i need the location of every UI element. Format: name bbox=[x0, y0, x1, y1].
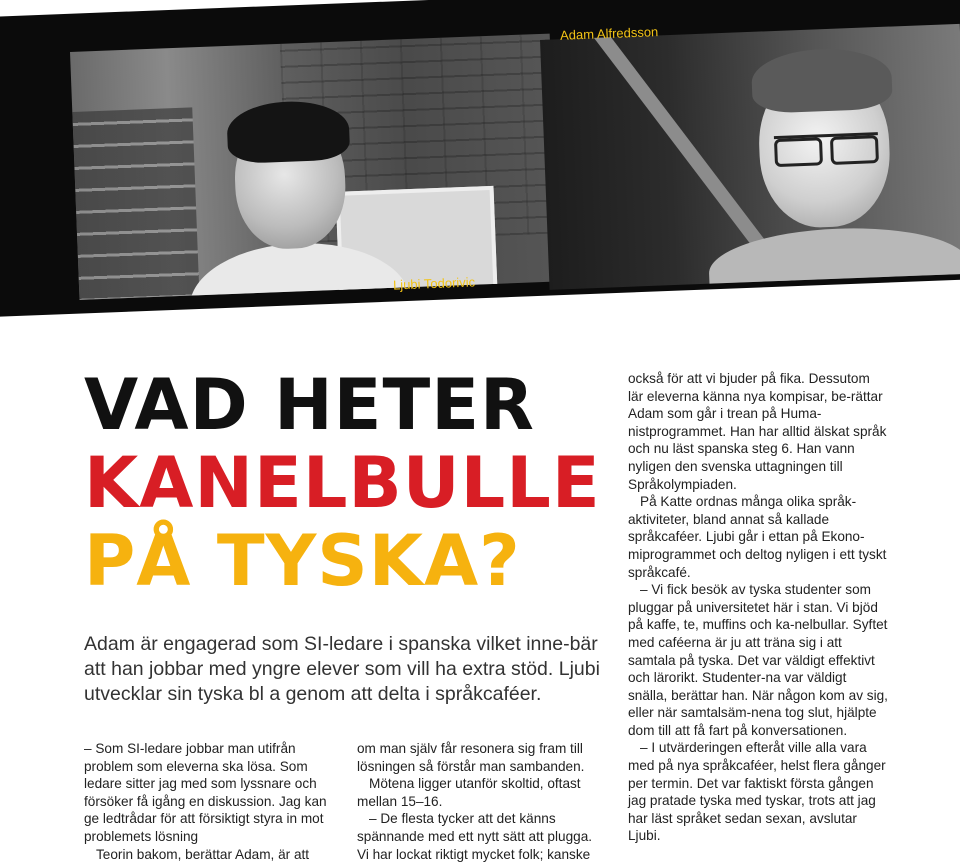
column1-paragraph-2: Teorin bakom, berättar Adam, är att bbox=[96, 846, 310, 862]
column1-paragraph-1: – Som SI-ledare jobbar man utifrån problem som eleverna ska lösa. Som ledare sitter jag med som lyssnare och försöker få igång en diskussion. Jag kan ge ledtrådar för att försiktigt styra in mot problemets lösning bbox=[84, 741, 327, 844]
adam-portrait bbox=[700, 35, 949, 284]
body-column-2 bbox=[357, 740, 607, 863]
ljubi-portrait bbox=[162, 89, 410, 298]
adam-hair bbox=[751, 47, 893, 114]
glasses-icon bbox=[774, 132, 879, 165]
body-column-1 bbox=[84, 740, 334, 863]
column2-paragraph-2: Mötena ligger utanför skoltid, oftast mellan 15–16. bbox=[357, 776, 581, 809]
column2-paragraph-1: om man själv får resonera sig fram till lösningen så förstår man sambanden. bbox=[357, 741, 585, 774]
lead-paragraph: Adam är engagerad som SI-ledare i spanska vilket inne-bär att han jobbar med yngre elever som vill ha extra stöd. Ljubi utvecklar sin tyska bl a genom att delta i språkcaféer. bbox=[84, 633, 600, 705]
headline-line-1: VAD HETER bbox=[84, 364, 535, 446]
column2-paragraph-3: – De flesta tycker att det känns spännande med ett nytt sätt att plugga. Vi har lockat riktigt mycket folk; kanske bbox=[357, 811, 593, 862]
photo-caption-adam: Adam Alfredsson bbox=[559, 24, 659, 43]
photo-caption-ljubi: Ljubi Todorivic bbox=[392, 274, 476, 293]
headline bbox=[84, 366, 601, 600]
photo-adam bbox=[540, 24, 960, 290]
column3-paragraph-4: – I utvärderingen efteråt ville alla vara med på nya språkcaféer, helst flera gånger per termin. Det var faktiskt första gången jag pratade tyska med tyskar, trots att jag har läst språket sedan sexan, avslutar Ljubi. bbox=[628, 740, 886, 844]
ljubi-hair bbox=[226, 99, 350, 164]
column3-paragraph-3: – Vi fick besök av tyska studenter som pluggar på universitetet här i stan. Vi bjöd på kaffe, te, muffins och ka-nelbullar. Syftet med caféerna är ju att träna sig i att samtala på tyska. Det var väldigt effektivt och lärorikt. Studenter-na var väldigt snälla, berättar han. När någon kom av sig, eller när samtalsäm-nena tog slut, hjälpte dom till att få fart på konversationen. bbox=[628, 582, 888, 738]
headline-line-3: PÅ TYSKA? bbox=[84, 520, 521, 602]
photo-ljubi bbox=[70, 34, 559, 300]
column3-paragraph-1: också för att vi bjuder på fika. Dessutom lär eleverna känna nya kompisar, be-rättar Adam som går i trean på Huma-nistprogrammet. Han har alltid älskat språk och nu läst spanska steg 6. Han vann nyligen den svenska uttagningen till Språkolympiaden. bbox=[628, 371, 887, 492]
body-column-3 bbox=[628, 370, 888, 845]
column3-paragraph-2: På Katte ordnas många olika språk-aktiviteter, bland annat så kallade språkcaféer. Ljubi går i ettan på Ekono-miprogrammet och deltog nyligen i ett tyskt språkcafé. bbox=[628, 494, 887, 580]
headline-line-2: KANELBULLE bbox=[84, 442, 601, 524]
